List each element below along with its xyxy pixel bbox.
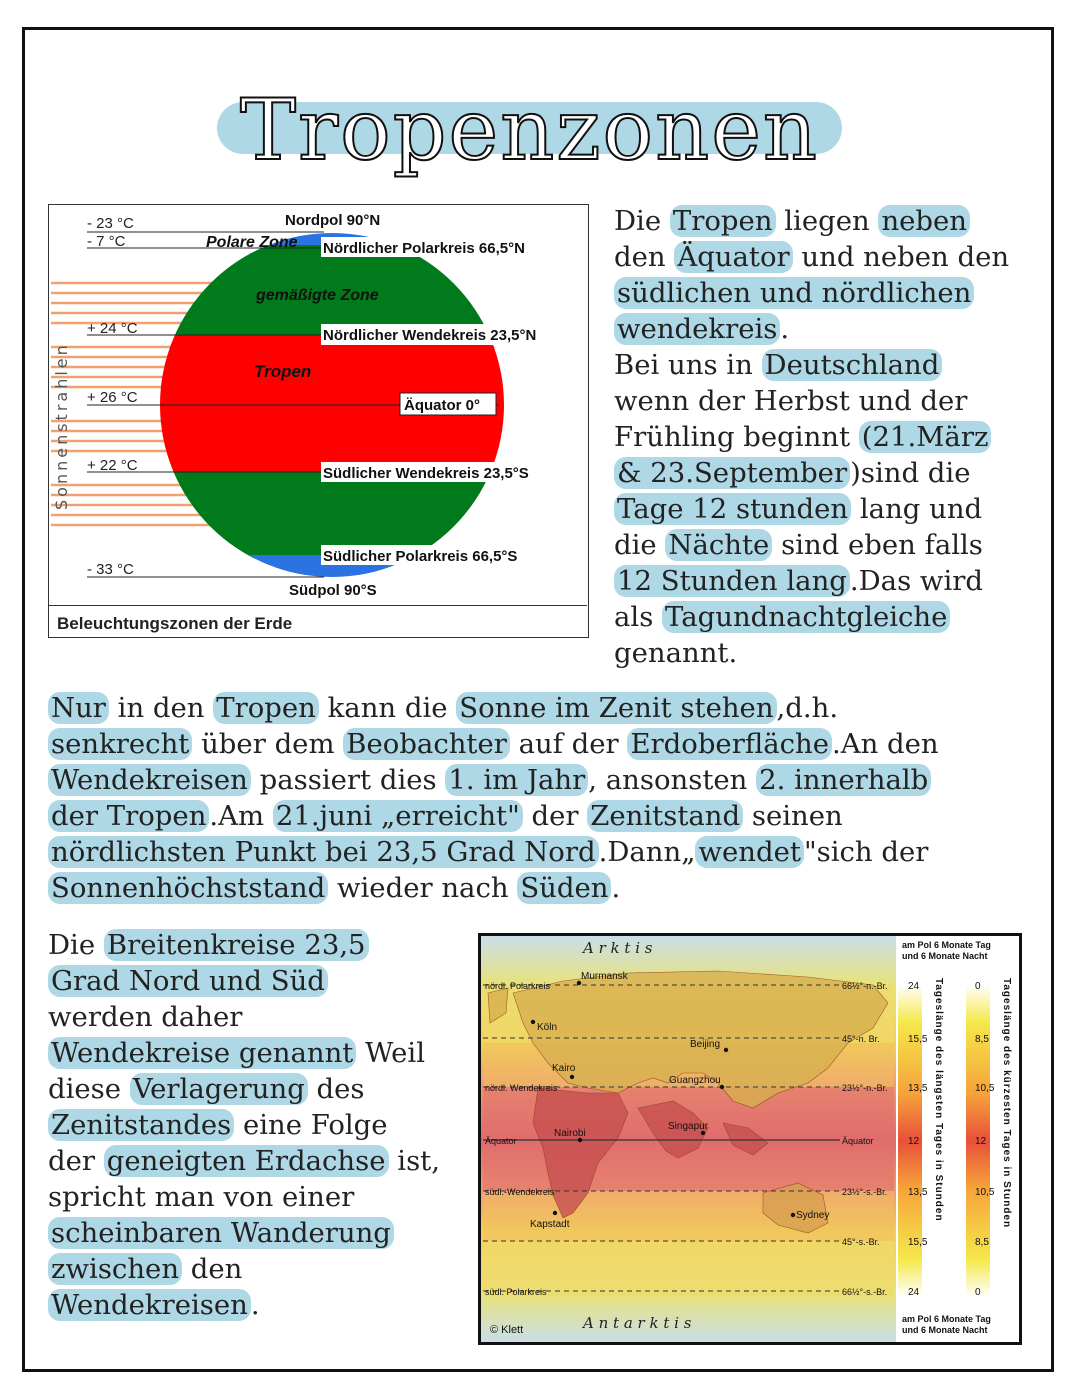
text-block-wendekreise: [48, 927, 440, 1323]
south-temperate-zone: [149, 472, 529, 557]
text-line: [614, 635, 1009, 671]
shortest-day-value: 8,5: [975, 1034, 989, 1045]
sun-rays-label: Sonnenstrahlen: [52, 342, 71, 510]
highlighted-text: Wendekreisen: [48, 1289, 251, 1321]
text-segment: liegen: [775, 205, 879, 237]
latitude-name-label: südl. Polarkreis: [485, 1287, 547, 1297]
text-segment: der: [48, 1145, 104, 1177]
temp-label: - 23 °C: [87, 215, 134, 232]
text-segment: )sind die: [850, 457, 971, 489]
shortest-day-value: 8,5: [975, 1237, 989, 1248]
text-block-zenith: [48, 690, 939, 906]
text-line: [48, 1035, 440, 1071]
highlighted-text: 1. im Jahr: [445, 764, 588, 796]
text-line: [614, 527, 1009, 563]
text-segment: Die: [614, 205, 670, 237]
text-segment: werden daher: [48, 1001, 243, 1033]
text-segment: .An den: [831, 728, 939, 760]
text-segment: Weil: [356, 1037, 425, 1069]
figure-caption: Beleuchtungszonen der Erde: [49, 605, 587, 642]
city-label: Nairobi: [554, 1128, 586, 1139]
top-note: und 6 Monate Nacht: [902, 951, 988, 961]
text-segment: auf der: [509, 728, 628, 760]
text-segment: kann die: [318, 692, 457, 724]
text-line: [48, 999, 440, 1035]
text-segment: .: [611, 872, 621, 904]
text-line: [48, 1287, 440, 1323]
highlighted-text: Äquator: [674, 241, 792, 273]
text-segment: den: [614, 241, 675, 273]
longest-day-value: 12: [908, 1136, 920, 1147]
text-segment: des: [307, 1073, 365, 1105]
text-line: [614, 311, 1009, 347]
title-block: [217, 80, 842, 180]
highlighted-text: Deutschland: [762, 349, 943, 381]
latitude-name-label: Äquator: [485, 1136, 517, 1146]
highlighted-text: Verlagerung: [130, 1073, 308, 1105]
city-label: Guangzhou: [669, 1075, 721, 1086]
highlighted-text: 21.juni „erreicht": [273, 800, 523, 832]
text-segment: genannt.: [614, 637, 738, 669]
city-label: Murmansk: [581, 971, 628, 982]
highlighted-text: Zenitstand: [587, 800, 743, 832]
text-line: [48, 798, 939, 834]
highlighted-text: Tagundnachtgleiche: [662, 601, 950, 633]
latitude-degree-label: 45°-s.-Br.: [842, 1237, 880, 1247]
shortest-day-axis-label: Tageslänge des kürzesten Tages in Stunden: [1001, 978, 1012, 1229]
text-segment: .Das wird: [849, 565, 984, 597]
highlighted-text: Grad Nord und Süd: [48, 965, 328, 997]
highlighted-text: Beobachter: [343, 728, 510, 760]
highlighted-text: wendekreis: [614, 313, 780, 345]
highlighted-text: neben: [878, 205, 970, 237]
highlighted-text: Nur: [48, 692, 109, 724]
highlighted-text: Breitenkreise 23,5: [104, 929, 369, 961]
north-polar-circle-label: Nördlicher Polarkreis 66,5°N: [323, 240, 525, 257]
text-segment: und neben den: [792, 241, 1010, 273]
city-label: Köln: [537, 1022, 558, 1033]
text-segment: diese: [48, 1073, 130, 1105]
temp-label: - 7 °C: [87, 233, 126, 250]
highlighted-text: Wendekreise genannt: [48, 1037, 356, 1069]
highlighted-text: Zenitstandes: [48, 1109, 234, 1141]
text-line: [614, 563, 1009, 599]
highlighted-text: senkrecht: [48, 728, 192, 760]
highlighted-text: Tage 12 stunden: [614, 493, 851, 525]
latitude-degree-label: 23½°-s.-Br.: [842, 1187, 888, 1197]
bottom-note: am Pol 6 Monate Tag: [902, 1314, 991, 1324]
shortest-day-value: 10,5: [975, 1187, 995, 1198]
longest-day-axis-label: Tageslänge des längsten Tages in Stunden: [933, 978, 944, 1222]
highlighted-text: & 23.September: [614, 457, 850, 489]
latitude-degree-label: 66½°-n.-Br.: [842, 981, 888, 991]
text-line: [48, 726, 939, 762]
text-segment: spricht man von einer: [48, 1181, 355, 1213]
text-segment: ist,: [388, 1145, 440, 1177]
temp-label: + 24 °C: [87, 320, 138, 337]
text-line: [614, 203, 1009, 239]
bottom-note: und 6 Monate Nacht: [902, 1325, 988, 1335]
text-line: [48, 1071, 440, 1107]
temp-label: + 26 °C: [87, 389, 138, 406]
shortest-day-value: 0: [975, 1287, 981, 1298]
text-line: [48, 762, 939, 798]
text-segment: .Dann„: [598, 836, 696, 868]
highlighted-text: südlichen und nördlichen: [614, 277, 974, 309]
equator-label: Äquator 0°: [404, 397, 481, 414]
highlighted-text: geneigten Erdachse: [104, 1145, 389, 1177]
highlighted-text: Sonne im Zenit stehen: [456, 692, 776, 724]
text-segment: wenn der Herbst und der: [614, 385, 968, 417]
text-line: [614, 419, 1009, 455]
highlighted-text: 2. innerhalb: [756, 764, 931, 796]
lighting-zones-diagram: [49, 205, 590, 605]
text-line: [48, 963, 440, 999]
north-tropic-label: Nördlicher Wendekreis 23,5°N: [323, 327, 537, 344]
text-segment: in den: [108, 692, 214, 724]
text-line: [614, 383, 1009, 419]
latitude-name-label: nördl. Wendekreis: [485, 1083, 558, 1093]
latitude-name-label: südl.-Wendekreis: [485, 1187, 555, 1197]
city-label: Sydney: [796, 1210, 830, 1221]
text-line: [48, 1179, 440, 1215]
arctic-label: A r k t i s: [583, 939, 653, 957]
highlighted-text: der Tropen: [48, 800, 209, 832]
text-segment: den: [182, 1253, 243, 1285]
highlighted-text: nördlichsten Punkt bei 23,5 Grad Nord: [48, 836, 599, 868]
text-segment: lang und: [851, 493, 983, 525]
text-segment: die: [614, 529, 666, 561]
text-line: [614, 239, 1009, 275]
latitude-degree-label: 45°-n. Br.: [842, 1034, 880, 1044]
highlighted-text: wendet: [695, 836, 803, 868]
latitude-name-label: nördl. Polarkreis: [485, 981, 551, 991]
text-segment: Frühling beginnt: [614, 421, 859, 453]
latitude-degree-label: 23½°-n.-Br.: [842, 1083, 888, 1093]
lighting-zones-figure: [48, 204, 589, 638]
world-daylength-map: [478, 933, 1022, 1345]
city-label: Singapur: [668, 1121, 709, 1132]
text-line: [614, 455, 1009, 491]
text-segment: Bei uns in: [614, 349, 762, 381]
south-polar-circle-label: Südlicher Polarkreis 66,5°S: [323, 548, 518, 565]
text-segment: eine Folge: [234, 1109, 388, 1141]
longest-day-value: 15,5: [908, 1034, 928, 1045]
highlighted-text: Wendekreisen: [48, 764, 251, 796]
text-segment: .Am: [209, 800, 273, 832]
text-segment: sind eben falls: [772, 529, 983, 561]
text-segment: der: [522, 800, 588, 832]
text-block-intro: [614, 203, 1009, 671]
text-line: [614, 347, 1009, 383]
text-line: [48, 1143, 440, 1179]
text-line: [48, 1215, 440, 1251]
highlighted-text: Erdoberfläche: [627, 728, 832, 760]
text-line: [614, 275, 1009, 311]
text-line: [614, 599, 1009, 635]
longest-day-value: 15,5: [908, 1237, 928, 1248]
text-line: [614, 491, 1009, 527]
city-label: Kapstadt: [530, 1219, 570, 1230]
antarctic-label: A n t a r k t i s: [583, 1314, 692, 1332]
latitude-degree-label: 66½°-s.-Br.: [842, 1287, 888, 1297]
shortest-day-value: 0: [975, 981, 981, 992]
highlighted-text: Tropen: [670, 205, 776, 237]
temp-label: + 22 °C: [87, 457, 138, 474]
highlighted-text: Süden: [517, 872, 611, 904]
highlighted-text: 12 Stunden lang: [614, 565, 850, 597]
temp-label: - 33 °C: [87, 561, 134, 578]
text-segment: ,d.h.: [776, 692, 839, 724]
polar-zone-label: Polare Zone: [206, 234, 298, 251]
text-line: [48, 870, 939, 906]
text-segment: wieder nach: [328, 872, 518, 904]
highlighted-text: scheinbaren Wanderung: [48, 1217, 394, 1249]
text-line: [48, 927, 440, 963]
south-tropic-label: Südlicher Wendekreis 23,5°S: [323, 465, 529, 482]
highlighted-text: Tropen: [213, 692, 319, 724]
text-segment: .: [250, 1289, 260, 1321]
text-segment: "sich der: [803, 836, 929, 868]
highlighted-text: Nächte: [665, 529, 772, 561]
temperate-zone-label: gemäßigte Zone: [256, 287, 379, 304]
text-line: [48, 690, 939, 726]
text-segment: Die: [48, 929, 104, 961]
longest-day-value: 24: [908, 1287, 920, 1298]
text-segment: passiert dies: [250, 764, 446, 796]
longest-day-value: 13,5: [908, 1187, 928, 1198]
top-note: am Pol 6 Monate Tag: [902, 940, 991, 950]
text-segment: , ansonsten: [588, 764, 757, 796]
text-segment: über dem: [192, 728, 344, 760]
longest-day-value: 13,5: [908, 1083, 928, 1094]
shortest-day-value: 12: [975, 1136, 987, 1147]
text-line: [48, 1251, 440, 1287]
longest-day-value: 24: [908, 981, 920, 992]
highlighted-text: (21.März: [859, 421, 992, 453]
highlighted-text: zwischen: [48, 1253, 182, 1285]
latitude-degree-label: Äquator: [842, 1136, 874, 1146]
world-map-diagram: [478, 933, 1022, 1345]
city-label: Kairo: [552, 1063, 576, 1074]
highlighted-text: Sonnenhöchststand: [48, 872, 328, 904]
text-segment: als: [614, 601, 663, 633]
city-label: Beijing: [690, 1039, 721, 1050]
suedpol-label: Südpol 90°S: [289, 582, 377, 599]
text-segment: .: [780, 313, 790, 345]
shortest-day-value: 10,5: [975, 1083, 995, 1094]
page-title: Tropenzonen: [239, 81, 820, 179]
copyright-label: © Klett: [490, 1324, 524, 1336]
text-segment: seinen: [743, 800, 843, 832]
nordpol-label: Nordpol 90°N: [285, 212, 381, 229]
tropics-label: Tropen: [254, 362, 312, 381]
text-line: [48, 1107, 440, 1143]
text-line: [48, 834, 939, 870]
